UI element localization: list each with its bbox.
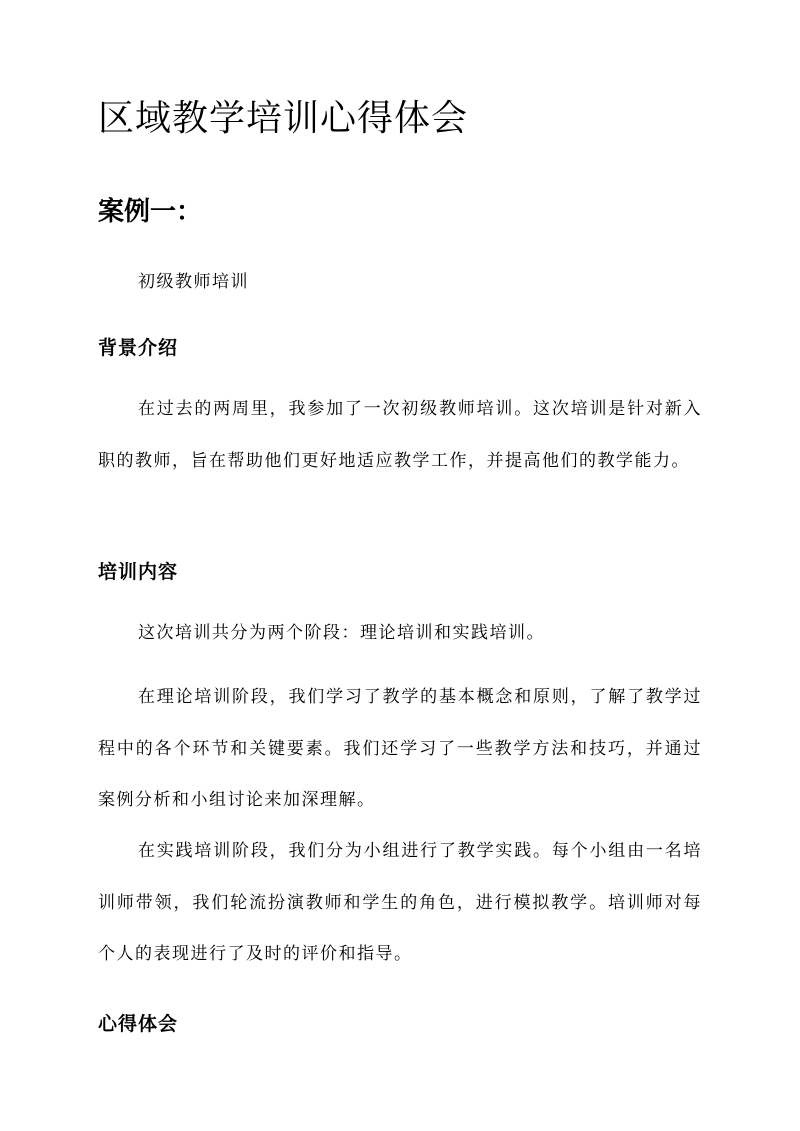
section-heading-content: 培训内容 [98,561,179,583]
case-name: 初级教师培训 [138,272,249,292]
document-title: 区域教学培训心得体会 [98,98,469,139]
paragraph-content-overview: 这次培训共分为两个阶段：理论培训和实践培训。 [138,623,545,643]
paragraph-background: 在过去的两周里，我参加了一次初级教师培训。这次培训是针对新入职的教师，旨在帮助他们更好地适应教学工作，并提高他们的教学能力。 [98,399,702,471]
section-heading-background: 背景介绍 [98,337,179,359]
section-heading-reflection: 心得体会 [98,1013,179,1035]
paragraph-content-practice: 在实践培训阶段，我们分为小组进行了教学实践。每个小组由一名培训师带领，我们轮流扮演教师和学生的角色，进行模拟教学。培训师对每个人的表现进行了及时的评价和指导。 [98,841,702,964]
paragraph-content-theory: 在理论培训阶段，我们学习了教学的基本概念和原则，了解了教学过程中的各个环节和关键要素。我们还学习了一些教学方法和技巧，并通过案例分析和小组讨论来加深理解。 [98,687,702,810]
case-heading: 案例一： [98,197,203,227]
